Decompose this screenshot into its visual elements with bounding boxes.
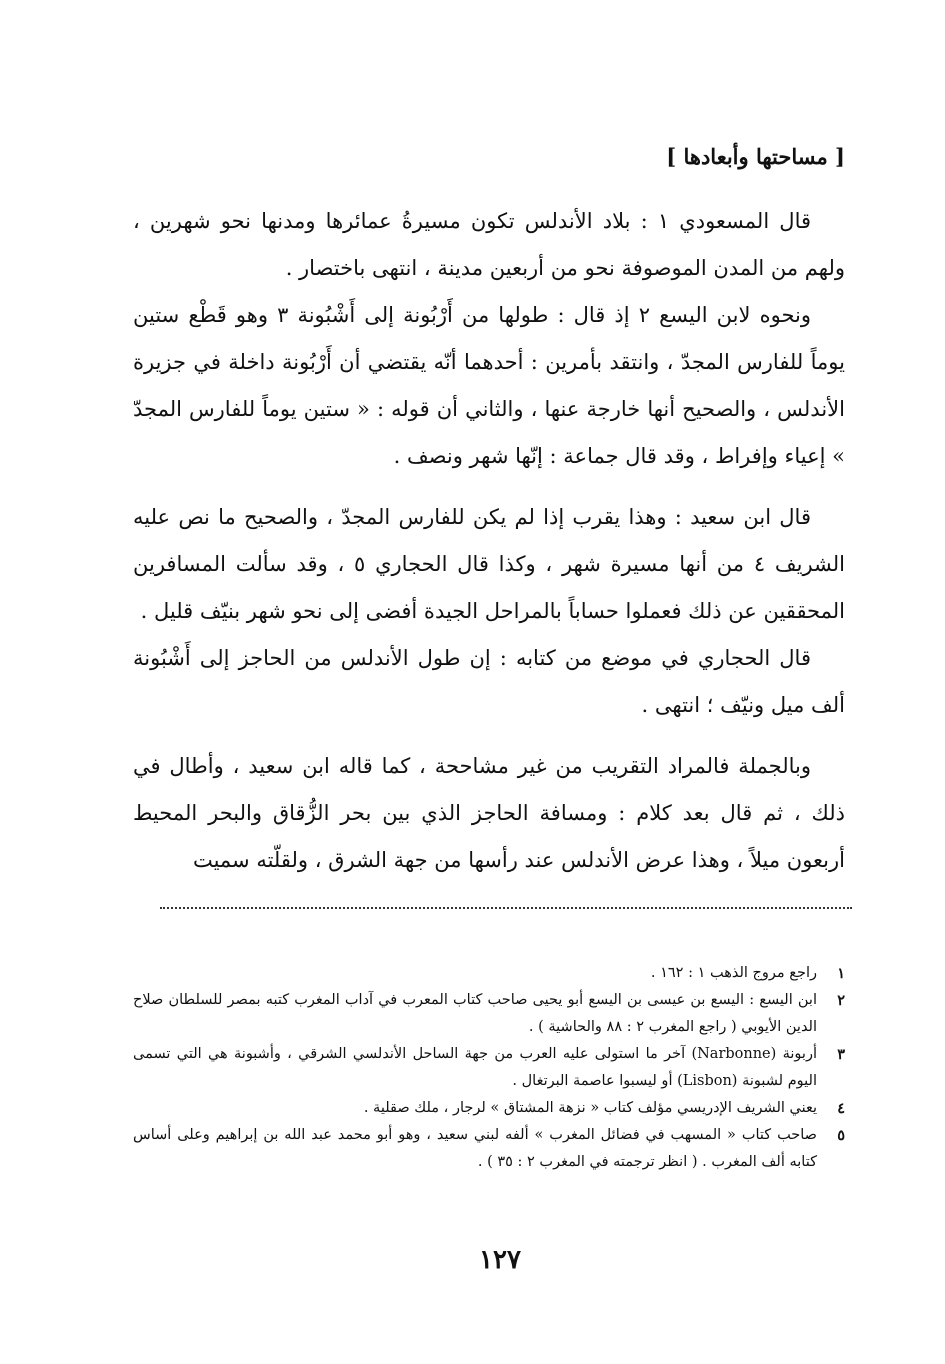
footnotes <box>133 960 845 1176</box>
paragraph-3: قال ابن سعيد : وهذا يقرب إذا لم يكن للفارس المجدّ ، والصحيح ما نص عليه الشريف ٤ من أنها مسيرة شهر ، وكذا قال الحجاري ٥ ، وقد سألت المسافرين المحققين عن ذلك فعملوا حساباً بالمراحل الجيدة أفضى إلى نحو شهر بنيّف قليل . <box>133 505 845 623</box>
paragraph-1: قال المسعودي ١ : بلاد الأندلس تكون مسيرةُ عمائرها ومدنها نحو شهرين ، ولهم من المدن الموصوفة نحو من أربعين مدينة ، انتهى باختصار . <box>133 209 845 280</box>
footnote-text: ابن اليسع : اليسع بن عيسى بن اليسع أبو يحيى صاحب كتاب المعرب في آداب المغرب كتبه بمصر للسلطان صلاح الدين الأيوبي ( راجع المغرب ٢ : ٨٨ والحاشية ) . <box>133 992 817 1035</box>
body-text <box>133 198 845 884</box>
footnote-number: ٢ <box>837 992 845 1009</box>
footnote-2 <box>133 987 845 1041</box>
footnote-text: أربونة (Narbonne) آخر ما استولى عليه العرب من جهة الساحل الأندلسي الشرقي ، وأشبونة هي التي تسمى اليوم لشبونة (Lisbon) أو ليسبوا عاصمة البرتغال . <box>133 1046 817 1089</box>
footnote-separator <box>160 907 852 909</box>
footnote-text: صاحب كتاب « المسهب في فضائل المغرب » ألفه لبني سعيد ، وهو أبو محمد عبد الله بن إبراهيم وعلى أساس كتابه ألف المغرب . ( انظر ترجمته في المغرب ٢ : ٣٥ ) . <box>133 1127 817 1170</box>
footnote-4 <box>133 1095 845 1122</box>
footnote-number: ٥ <box>837 1127 845 1144</box>
paragraph-4: قال الحجاري في موضع من كتابه : إن طول الأندلس من الحاجز إلى أَشْبُونة ألف ميل ونيّف ؛ انتهى . <box>133 646 845 717</box>
footnote-number: ٣ <box>837 1046 845 1063</box>
footnote-1 <box>133 960 845 987</box>
footnote-3 <box>133 1041 845 1095</box>
footnote-text: راجع مروج الذهب ١ : ١٦٢ . <box>650 965 817 981</box>
paragraph-5: وبالجملة فالمراد التقريب من غير مشاححة ، كما قاله ابن سعيد ، وأطال في ذلك ، ثم قال بعد كلام : ومسافة الحاجز الذي بين بحر الزُّقاق والبحر المحيط أربعون ميلاً ، وهذا عرض الأندلس عند رأسها من جهة الشرق ، ولقلّته سميت <box>133 754 845 872</box>
section-heading: [ مساحتها وأبعادها ] <box>666 144 845 169</box>
footnote-text: يعني الشريف الإدريسي مؤلف كتاب « نزهة المشتاق » لرجار ، ملك صقلية . <box>363 1100 817 1116</box>
footnote-5 <box>133 1122 845 1176</box>
footnote-number: ١ <box>837 965 845 982</box>
paragraph-2: ونحوه لابن اليسع ٢ إذ قال : طولها من أَرْبُونة إلى أَشْبُونة ٣ وهو قَطْع ستين يوماً للفارس المجدّ ، وانتقد بأمرين : أحدهما أنّه يقتضي أن أَرْبُونة داخلة في جزيرة الأندلس ، والصحيح أنها خارجة عنها ، والثاني أن قوله : « ستين يوماً للفارس المجدّ » إعياء وإفراط ، وقد قال جماعة : إنّها شهر ونصف . <box>133 303 845 468</box>
page-number: ١٢٧ <box>479 1245 521 1275</box>
footnote-number: ٤ <box>837 1100 845 1117</box>
